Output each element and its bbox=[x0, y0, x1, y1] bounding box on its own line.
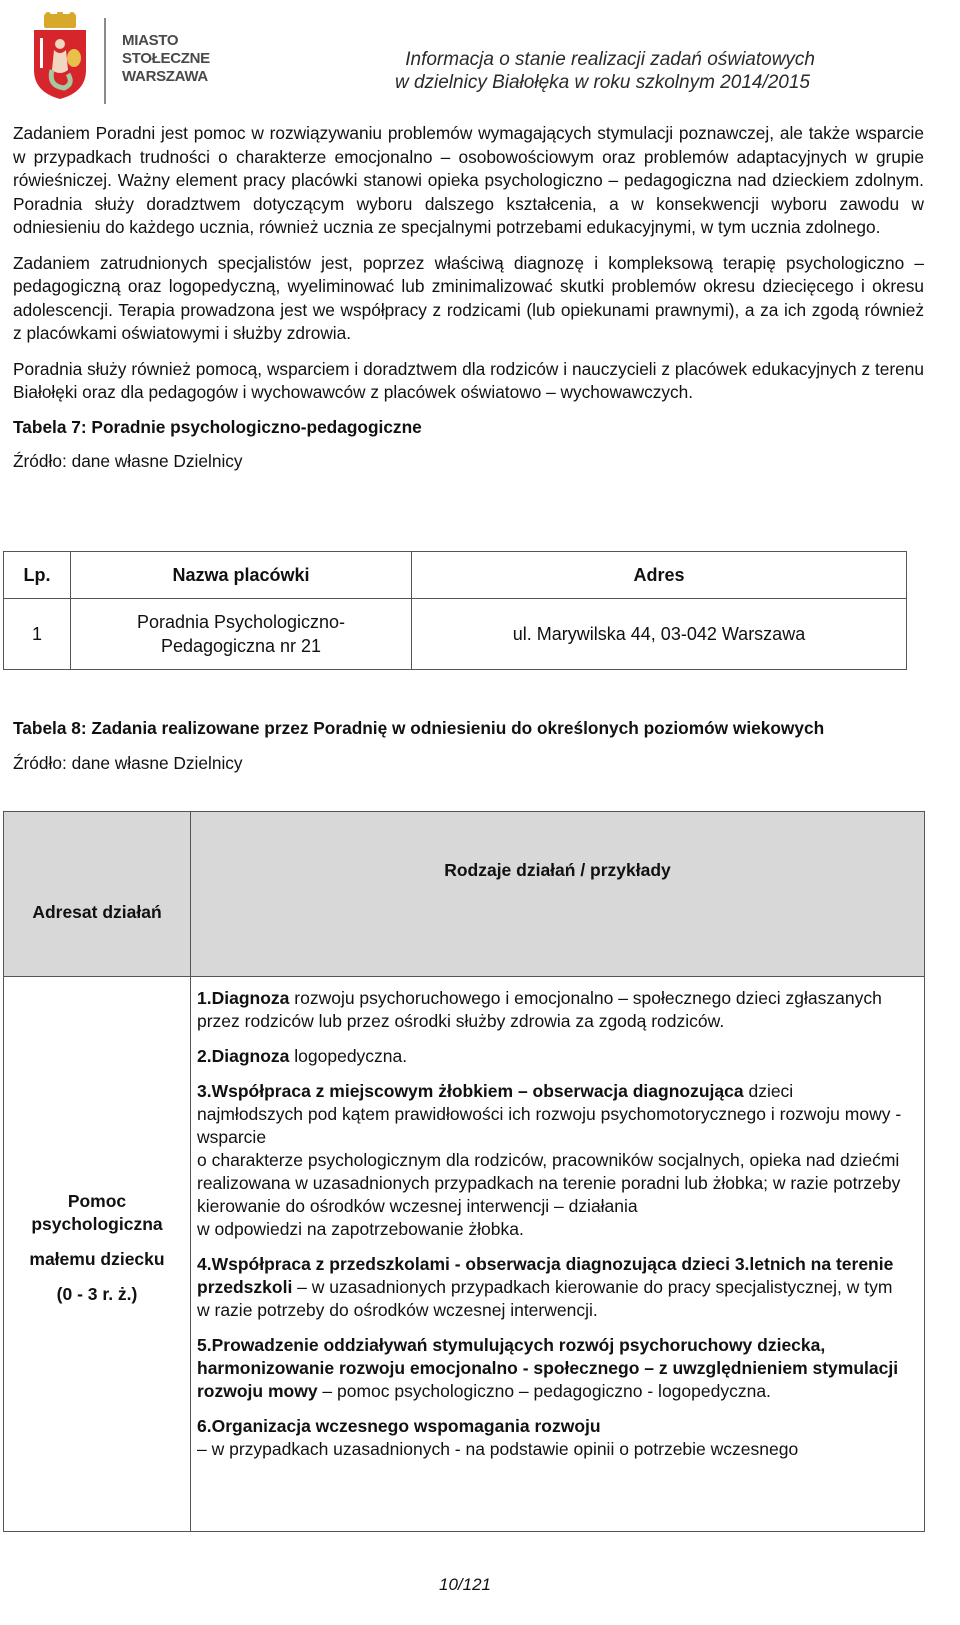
adresat-line: małemu dziecku bbox=[29, 1249, 165, 1269]
column-header-name: Nazwa placówki bbox=[71, 552, 412, 599]
table7-caption: Tabela 7: Poradnie psychologiczno-pedagogiczne bbox=[13, 416, 422, 437]
logo-line: MIASTO bbox=[122, 32, 179, 49]
item-text: – w przypadkach uzasadnionych - na podstawie opinii o potrzebie wczesnego bbox=[197, 1439, 799, 1459]
item-number: 6. bbox=[197, 1416, 212, 1436]
list-item bbox=[197, 1334, 902, 1403]
table8 bbox=[3, 811, 925, 1532]
item-bold: Organizacja wczesnego wspomagania rozwoju bbox=[211, 1416, 601, 1436]
table-header-row bbox=[4, 552, 907, 599]
table-header-row bbox=[4, 812, 925, 977]
item-text-continued: w odpowiedzi na zapotrzebowanie żłobka. bbox=[197, 1219, 524, 1239]
item-number: 4. bbox=[197, 1254, 212, 1274]
item-text: logopedyczna. bbox=[289, 1046, 408, 1066]
page-number: 10/121 bbox=[439, 1575, 491, 1594]
cell-name bbox=[71, 599, 412, 670]
cell-name-line: Poradnia Psychologiczno- bbox=[136, 612, 346, 632]
item-text: – w uzasadnionych przypadkach kierowanie do pracy specjalistycznej, w tym w razie potrzeby do ośrodków wczesnej interwencji. bbox=[197, 1277, 893, 1320]
logo-wordmark bbox=[122, 32, 210, 86]
list-item bbox=[197, 987, 902, 1033]
item-number: 1. bbox=[197, 988, 212, 1008]
item-text: rozwoju psychoruchowego i emocjonalno – społecznego dzieci zgłaszanych przez rodziców lub przez ośrodki służby zdrowia za zgodą rodziców. bbox=[197, 988, 882, 1031]
warsaw-coat-of-arms-logo bbox=[30, 12, 90, 100]
table7-source: Źródło: dane własne Dzielnicy bbox=[13, 451, 243, 471]
item-number: 3. bbox=[197, 1081, 212, 1101]
column-header-address: Adres bbox=[412, 552, 907, 599]
document-title-line2: w dzielnicy Białołęka w roku szkolnym 2014/2015 bbox=[394, 72, 810, 93]
paragraph: Poradnia służy również pomocą, wsparciem i doradztwem dla rodziców i nauczycieli z placówek edukacyjnych z terenu Białołęki oraz dla pedagogów i wychowawców z placówek oświatowo – wychowawczych. bbox=[13, 358, 924, 402]
item-text: dzieci najmłodszych pod kątem prawidłowości ich rozwoju psychomotorycznego i rozwoju mowy - wsparcie bbox=[197, 1081, 902, 1147]
list-item bbox=[197, 1045, 902, 1068]
cell-name-line: Pedagogiczna nr 21 bbox=[160, 636, 322, 656]
logo-line: STOŁECZNE bbox=[122, 50, 210, 67]
page-header bbox=[0, 0, 960, 110]
item-number: 5. bbox=[197, 1335, 212, 1355]
item-bold: Diagnoza bbox=[211, 1046, 290, 1066]
table-row bbox=[4, 977, 925, 1532]
table-row bbox=[4, 599, 907, 670]
cell-rodzaje bbox=[191, 977, 925, 1532]
table8-caption: Tabela 8: Zadania realizowane przez Poradnię w odniesieniu do określonych poziomów wiekowych bbox=[13, 718, 825, 738]
table8-source: Źródło: dane własne Dzielnicy bbox=[13, 752, 243, 773]
list-item bbox=[197, 1415, 902, 1461]
page-footer bbox=[0, 1575, 960, 1595]
list-item bbox=[197, 1253, 902, 1322]
paragraph: Zadaniem Poradni jest pomoc w rozwiązywaniu problemów wymagających stymulacji poznawczej, ale także wsparcie w przypadkach trudności o charakterze emocjonalno – osobowościowym oraz problemów adaptacyjnych w grupie rówieśniczej. Ważny element pracy placówki stanowi opieka psychologiczno – pedagogiczna nad dzieckiem zdolnym. Poradnia służy doradztwem dotyczącym wyboru dalszego kształcenia, a w konsekwencji wyboru zawodu w odniesieniu do każdego ucznia, również ucznia ze specjalnymi potrzebami edukacyjnymi, w tym ucznia zdolnego. bbox=[13, 123, 924, 237]
adresat-line: psychologiczna bbox=[31, 1214, 163, 1234]
column-header-adresat: Adresat działań bbox=[4, 812, 191, 977]
column-header-lp: Lp. bbox=[4, 552, 71, 599]
item-bold: Współpraca z miejscowym żłobkiem – obserwacja diagnozująca bbox=[211, 1081, 744, 1101]
item-text-continued: o charakterze psychologicznym dla rodziców, pracowników socjalnych, opieka nad dziećmi realizowana w uzasadnionych przypadkach na terenie poradni lub żłobka; w razie potrzeby kierowanie do ośrodków wczesnej interwencji – działania bbox=[197, 1150, 901, 1216]
cell-address: ul. Marywilska 44, 03-042 Warszawa bbox=[412, 599, 907, 670]
cell-lp: 1 bbox=[4, 599, 71, 670]
item-text: – pomoc psychologiczno – pedagogiczno - logopedyczna. bbox=[317, 1381, 771, 1401]
cell-adresat bbox=[4, 977, 191, 1532]
item-number: 2. bbox=[197, 1046, 212, 1066]
document-body bbox=[13, 122, 924, 474]
logo-line: WARSZAWA bbox=[122, 68, 208, 85]
table8-heading bbox=[13, 717, 891, 775]
item-bold: Współpraca z przedszkolami - obserwacja diagnozująca dzieci 3.letnich na terenie przedszkoli bbox=[197, 1254, 894, 1297]
adresat-line: Pomoc bbox=[67, 1191, 127, 1211]
adresat-line: (0 - 3 r. ż.) bbox=[56, 1284, 138, 1304]
list-item bbox=[197, 1080, 902, 1241]
paragraph: Zadaniem zatrudnionych specjalistów jest, poprzez właściwą diagnozę i kompleksową terapię psychologiczno – pedagogiczną oraz logopedyczną, wyeliminować lub zminimalizować skutki problemów okresu dziecięcego i okresu adolescencji. Terapia prowadzona jest we współpracy z rodzicami (lub opiekunami prawnymi), a za ich zgodą również z placówkami oświatowymi i służby zdrowia. bbox=[13, 252, 924, 343]
logo-divider bbox=[104, 18, 106, 104]
document-title-line1: Informacja o stanie realizacji zadań oświatowych bbox=[405, 49, 815, 70]
table7 bbox=[3, 551, 907, 670]
item-bold: Prowadzenie oddziaływań stymulujących rozwój psychoruchowy dziecka, harmonizowanie rozwoju emocjonalno - społecznego – z uwzględnieniem stymulacji rozwoju mowy bbox=[197, 1335, 899, 1401]
column-header-rodzaje: Rodzaje działań / przykłady bbox=[191, 812, 925, 977]
item-bold: Diagnoza bbox=[211, 988, 290, 1008]
